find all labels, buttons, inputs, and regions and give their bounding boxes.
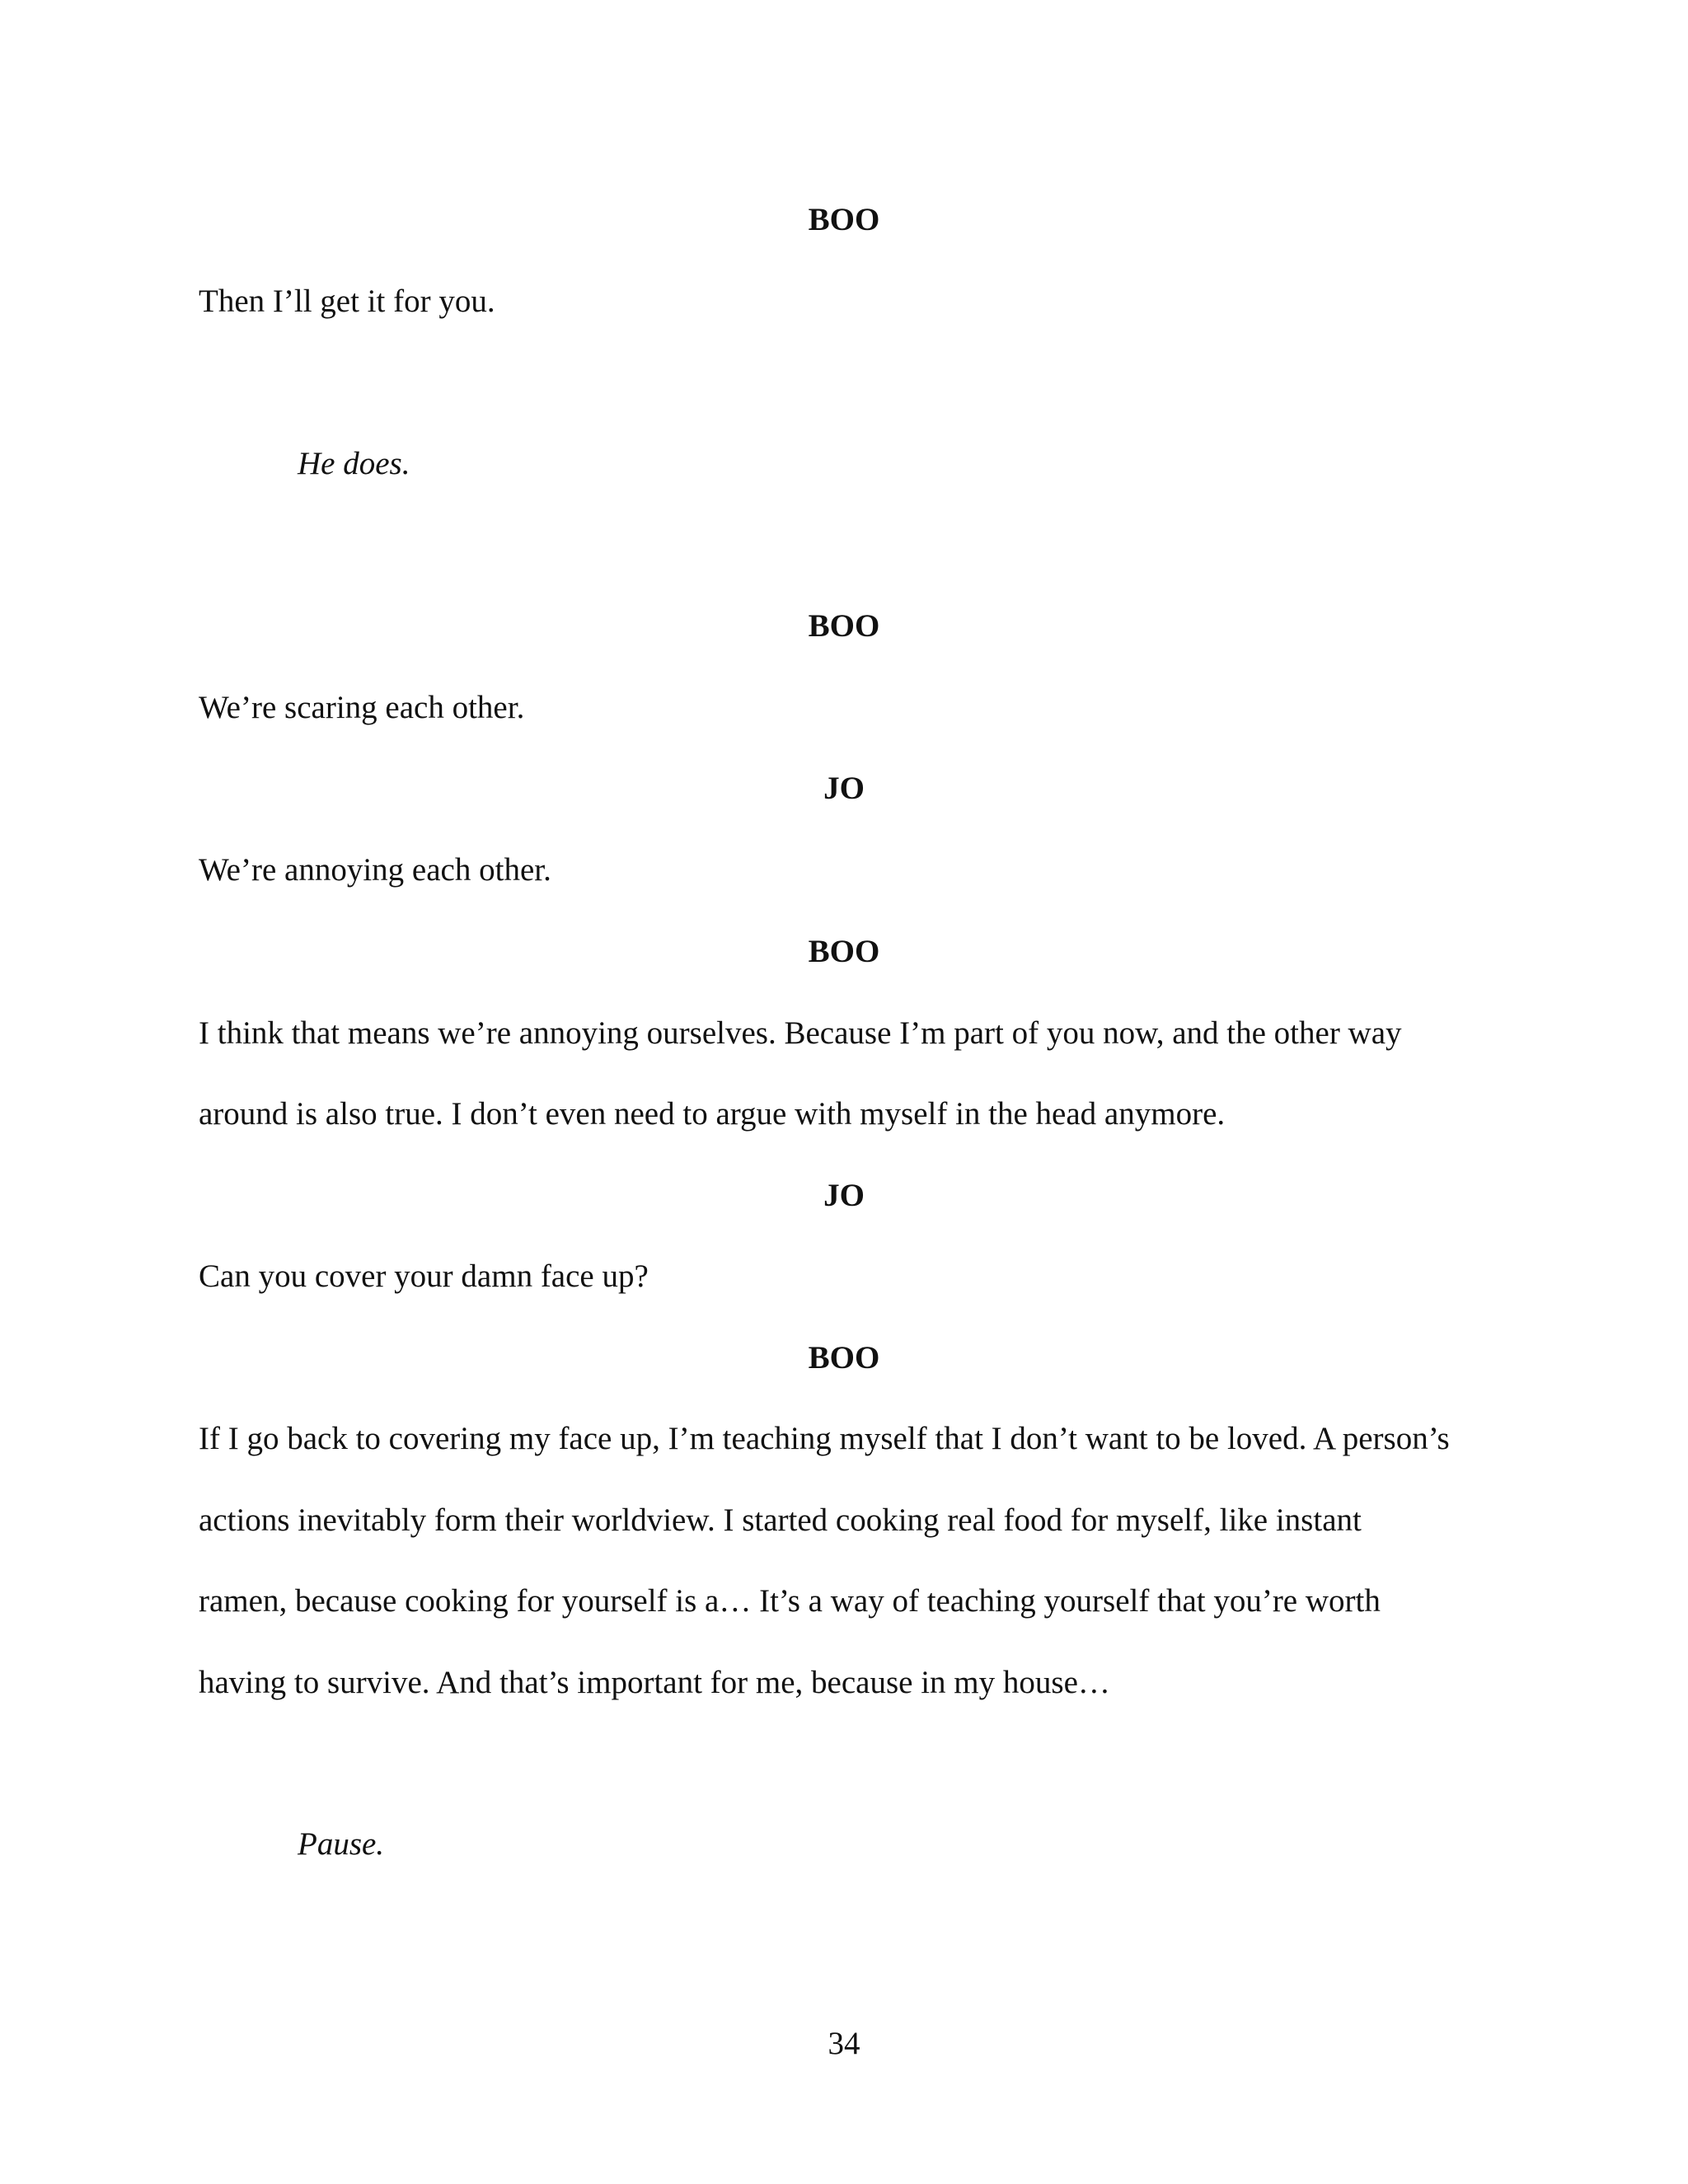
character-name: JO [823, 1178, 865, 1213]
page-number: 34 [828, 2026, 860, 2061]
dialogue-line: We’re annoying each other. [199, 852, 551, 888]
dialogue-line: We’re scaring each other. [199, 690, 525, 725]
dialogue-line: If I go back to covering my face up, I’m teaching myself that I don’t want to be loved. A person’s [199, 1421, 1450, 1456]
dialogue-line: I think that means we’re annoying ourselves. Because I’m part of you now, and the other way [199, 1015, 1402, 1051]
character-name: JO [823, 771, 865, 806]
character-name: BOO [808, 202, 880, 237]
dialogue-line: having to survive. And that’s important for me, because in my house… [199, 1665, 1110, 1700]
dialogue-line: ramen, because cooking for yourself is a… It’s a way of teaching yourself that you’re worth [199, 1583, 1381, 1619]
dialogue-line: Can you cover your damn face up? [199, 1258, 649, 1294]
character-name: BOO [808, 1340, 880, 1376]
character-name: BOO [808, 608, 880, 644]
character-name: BOO [808, 934, 880, 969]
dialogue-line: actions inevitably form their worldview. I started cooking real food for myself, like instant [199, 1502, 1362, 1538]
dialogue-line: Then I’ll get it for you. [199, 284, 495, 319]
dialogue-line: around is also true. I don’t even need to argue with myself in the head anymore. [199, 1096, 1226, 1132]
stage-direction: Pause. [298, 1826, 385, 1862]
stage-direction: He does. [298, 446, 410, 481]
